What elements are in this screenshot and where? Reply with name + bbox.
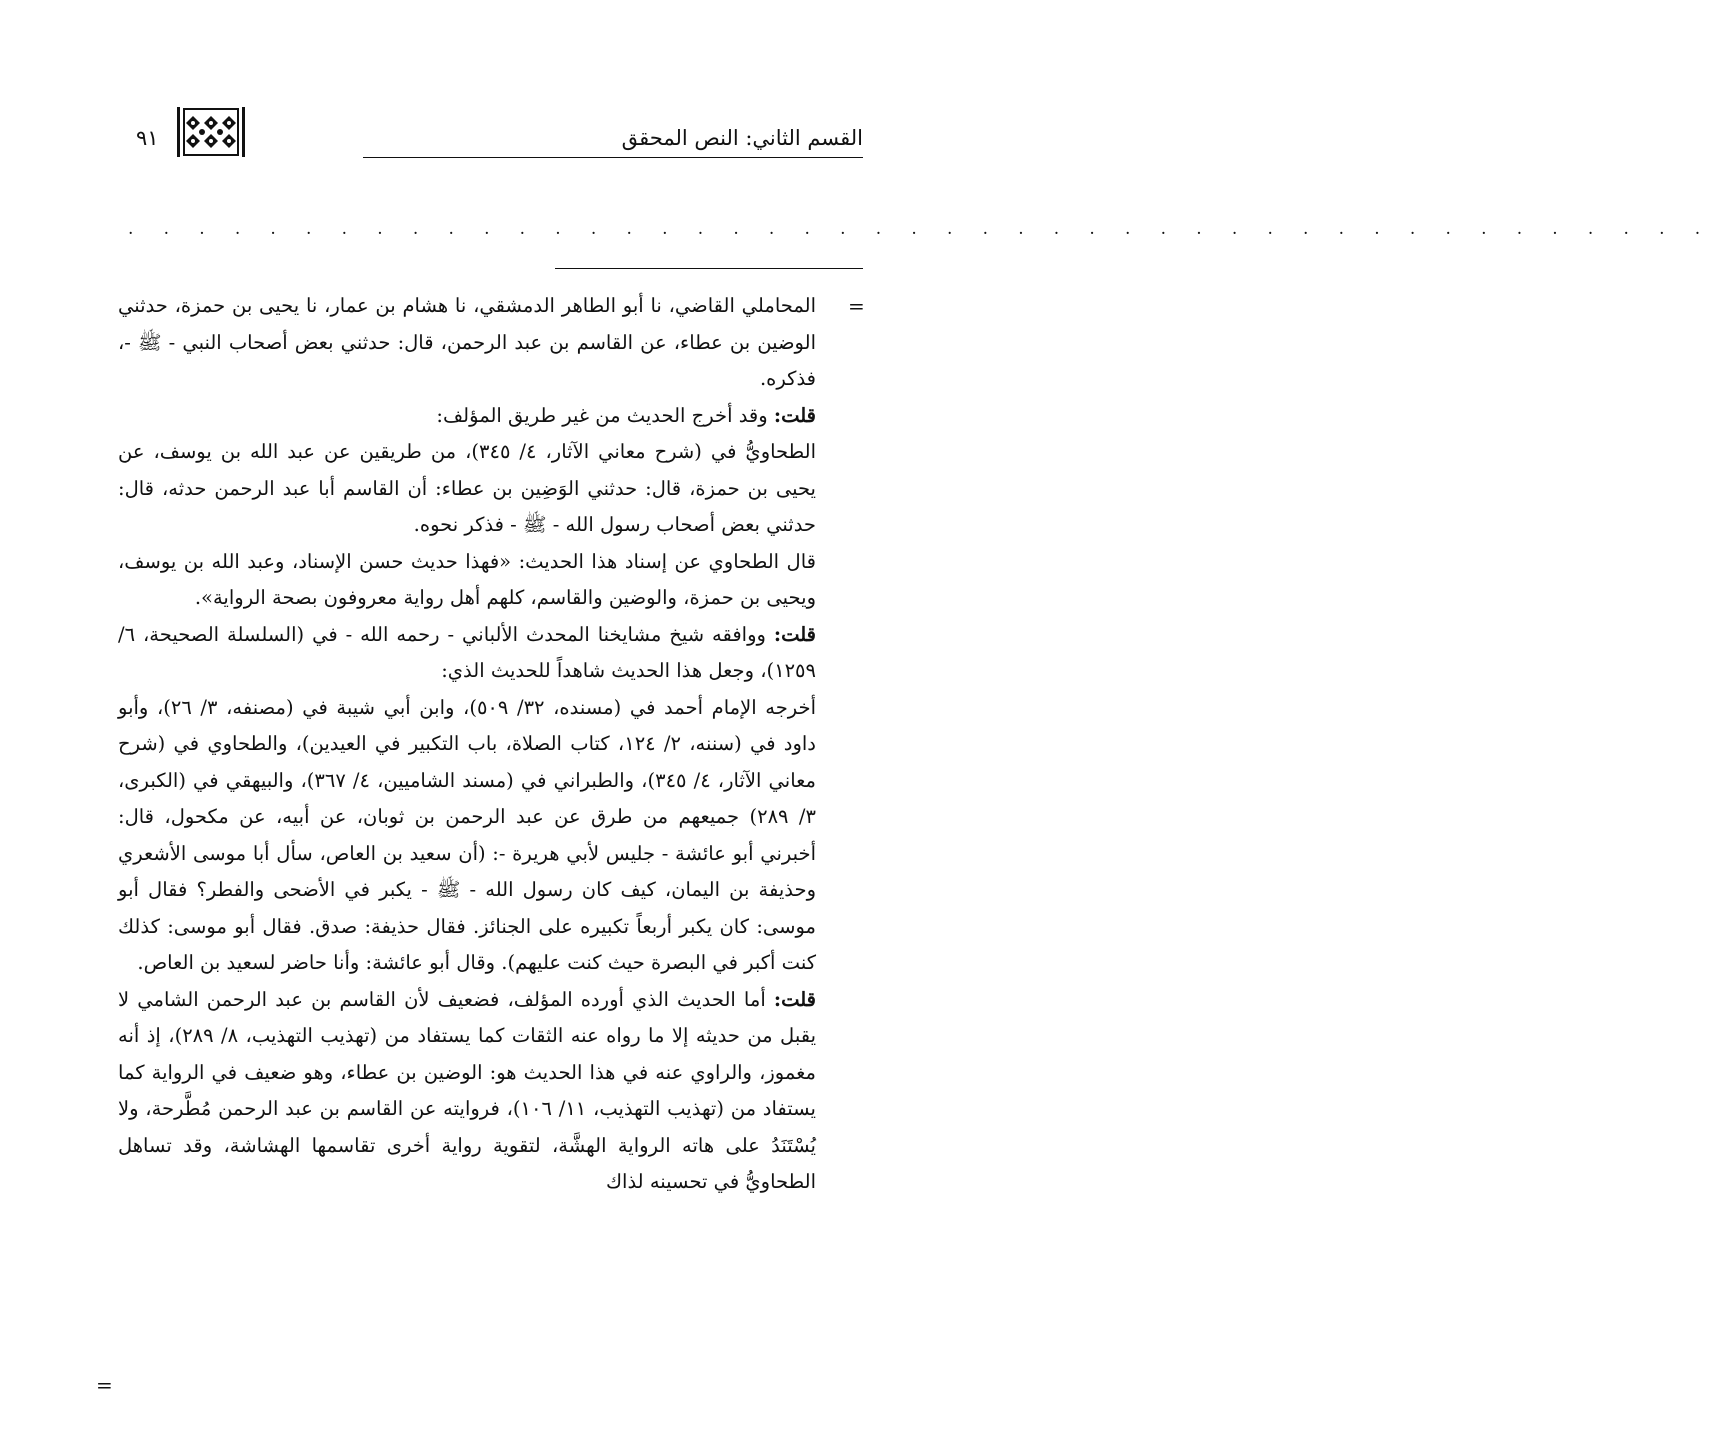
paragraph [118,690,816,982]
paragraph-label: قلت: [773,987,816,1011]
paragraph-text: أما الحديث الذي أورده المؤلف، فضعيف لأن القاسم بن عبد الرحمن الشامي لا يقبل من حديثه إلا ما رواه عنه الثقات كما يستفاد من (تهذيب التهذيب، ٨/ ٢٨٩)، إذ أنه مغموز، والراوي عنه في هذا الحديث هو: الوضين بن عطاء، وهو ضعيف في الرواية كما يستفاد من (تهذيب التهذيب، ١١/ ١٠٦)، فروايته عن القاسم بن عبد الرحمن مُطَّرحة، ولا يُسْتَنَدُ على هاته الرواية الهشَّة، لتقوية رواية أخرى تقاسمها الهشاشة، وقد تساهل الطحاويُّ في تحسينه لذاك [118,987,817,1193]
paragraph [118,288,816,398]
paragraph [118,617,816,690]
page-number: ٩١ [136,126,159,150]
footnote-rule [555,268,863,269]
paragraph-text: المحاملي القاضي، نا أبو الطاهر الدمشقي، نا هشام بن عمار، نا يحيى بن حمزة، حدثني الوضين بن عطاء، عن القاسم بن عبد الرحمن، قال: حدثني بعض أصحاب النبي - ﷺ -، فذكره. [118,294,816,390]
section-title: القسم الثاني: النص المحقق [621,126,863,150]
page-header [118,118,863,164]
continuation-mark-start: = [848,294,865,318]
paragraph-text: الطحاويُّ في (شرح معاني الآثار، ٤/ ٣٤٥)، من طريقين عن عبد الله بن يوسف، عن يحيى بن حمزة، قال: حدثني الوَضِين بن عطاء: أن القاسم أبا عبد الرحمن حدثه، قال: حدثني بعض أصحاب رسول الله - ﷺ - فذكر نحوه. [118,440,816,536]
ornament-icon [176,106,246,158]
paragraph [118,544,816,617]
paragraph-text: قال الطحاوي عن إسناد هذا الحديث: «فهذا حديث حسن الإسناد، وعبد الله بن يوسف، ويحيى بن حمزة، والوضين والقاسم، كلهم أهل رواية معروفون بصحة الرواية». [118,549,816,609]
separator-dots: . . . . . . . . . . . . . . . . . . . . . . . . . . . . . . . . . . . . . . . . . . . . . [128,219,1713,239]
paragraph [118,982,816,1201]
paragraph-text: وقد أخرج الحديث من غير طريق المؤلف: [436,403,774,427]
paragraph-label: قلت: [773,622,816,646]
paragraph [118,434,816,544]
paragraph-label: قلت: [773,403,816,427]
header-rule [363,157,863,158]
paragraph-text: أخرجه الإمام أحمد في (مسنده، ٣٢/ ٥٠٩)، وابن أبي شيبة في (مصنفه، ٣/ ٢٦)، وأبو داود في (سننه، ٢/ ١٢٤، كتاب الصلاة، باب التكبير في العيدين)، والطحاوي في (شرح معاني الآثار، ٤/ ٣٤٥)، والطبراني في (مسند الشاميين، ٤/ ٣٦٧)، والبيهقي في (الكبرى، ٣/ ٢٨٩) جميعهم من طرق عن عبد الرحمن بن ثوبان، عن أبيه، عن مكحول، قال: أخبرني أبو عائشة - جليس لأبي هريرة -: (أن سعيد بن العاص، سأل أبا موسى الأشعري وحذيفة بن اليمان، كيف كان رسول الله - ﷺ - يكبر في الأضحى والفطر؟ فقال أبو موسى: كان يكبر أربعاً تكبيره على الجنائز. فقال حذيفة: صدق. فقال أبو موسى: كذلك كنت أكبر في البصرة حيث كنت عليهم). وقال أبو عائشة: وأنا حاضر لسعيد بن العاص. [118,695,816,974]
footnote-body [118,288,816,1201]
paragraph [118,398,816,435]
continuation-mark-end: = [96,1373,113,1397]
paragraph-text: ووافقه شيخ مشايخنا المحدث الألباني - رحمه الله - في (السلسلة الصحيحة، ٦/ ١٢٥٩)، وجعل هذا الحديث شاهداً للحديث الذي: [118,622,816,682]
